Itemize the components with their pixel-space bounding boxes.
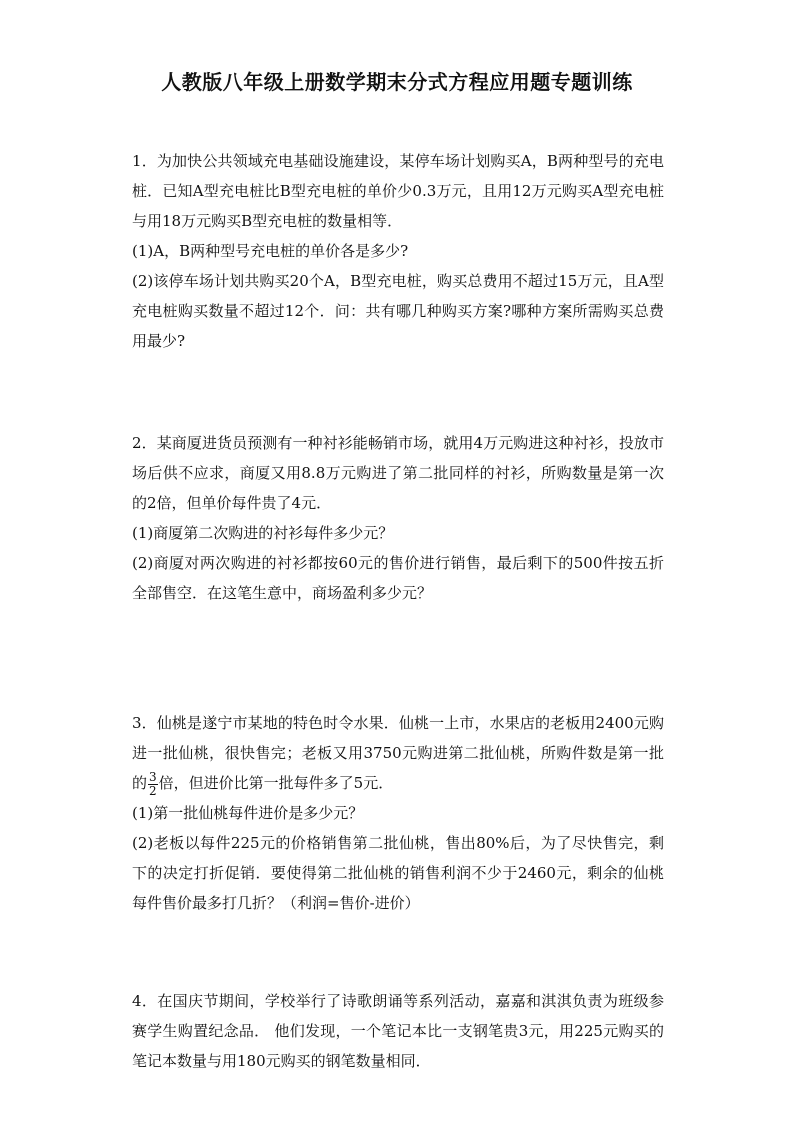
problem-1-part-1: (1)A，B两种型号充电桩的单价各是多少? (132, 242, 409, 260)
problem-3-stem-after-fraction: 倍，但进价比第一批每件多了5元． (158, 774, 394, 792)
problem-3 (132, 708, 664, 918)
problem-3-stem (132, 708, 664, 798)
problem-2 (132, 428, 664, 608)
fraction-three-halves (148, 771, 158, 798)
problem-1 (132, 146, 664, 356)
page-title: 人教版八年级上册数学期末分式方程应用题专题训练 (161, 70, 633, 94)
problem-3-part-2: (2)老板以每件225元的价格销售第二批仙桃，售出80%后，为了尽快售完，剩下的决定打折促销．要使得第二批仙桃的销售利润不少于2460元，剩余的仙桃每件售价最多打几折？（利润=售价-进价） (132, 834, 664, 912)
problem-2-stem: 2．某商厦进货员预测有一种衬衫能畅销市场，就用4万元购进这种衬衫，投放市场后供不应求，商厦又用8.8万元购进了第二批同样的衬衫，所购数量是第一次的2倍，但单价每件贵了4元． (132, 434, 664, 512)
problem-2-part-1: (1)商厦第二次购进的衬衫每件多少元？ (132, 524, 394, 542)
problem-1-part-2: (2)该停车场计划共购买20个A，B型充电桩，购买总费用不超过15万元，且A型充电桩购买数量不超过12个．问：共有哪几种购买方案?哪种方案所需购买总费用最少? (132, 272, 664, 350)
fraction-denominator: 2 (149, 783, 157, 798)
problem-1-stem: 1．为加快公共领域充电基础设施建设，某停车场计划购买A，B两种型号的充电桩．已知A型充电桩比B型充电桩的单价少0.3万元，且用12万元购买A型充电桩与用18万元购买B型充电桩的数量相等． (132, 152, 664, 230)
problem-2-part-2: (2)商厦对两次购进的衬衫都按60元的售价进行销售，最后剩下的500件按五折全部售空．在这笔生意中，商场盈利多少元？ (132, 554, 664, 602)
problem-4-stem: 4．在国庆节期间，学校举行了诗歌朗诵等系列活动，嘉嘉和淇淇负责为班级参赛学生购置纪念品． 他们发现，一个笔记本比一支钢笔贵3元，用225元购买的笔记本数量与用180元购买的钢笔数量相同． (132, 992, 664, 1070)
fraction-numerator: 3 (149, 769, 157, 784)
problem-3-part-1: (1)第一批仙桃每件进价是多少元？ (132, 804, 364, 822)
problem-4 (132, 986, 664, 1076)
problem-3-stem-before-fraction: 3．仙桃是遂宁市某地的特色时令水果．仙桃一上市，水果店的老板用2400元购进一批仙桃，很快售完；老板又用3750元购进第二批仙桃，所购件数是第一批的 (132, 714, 664, 792)
